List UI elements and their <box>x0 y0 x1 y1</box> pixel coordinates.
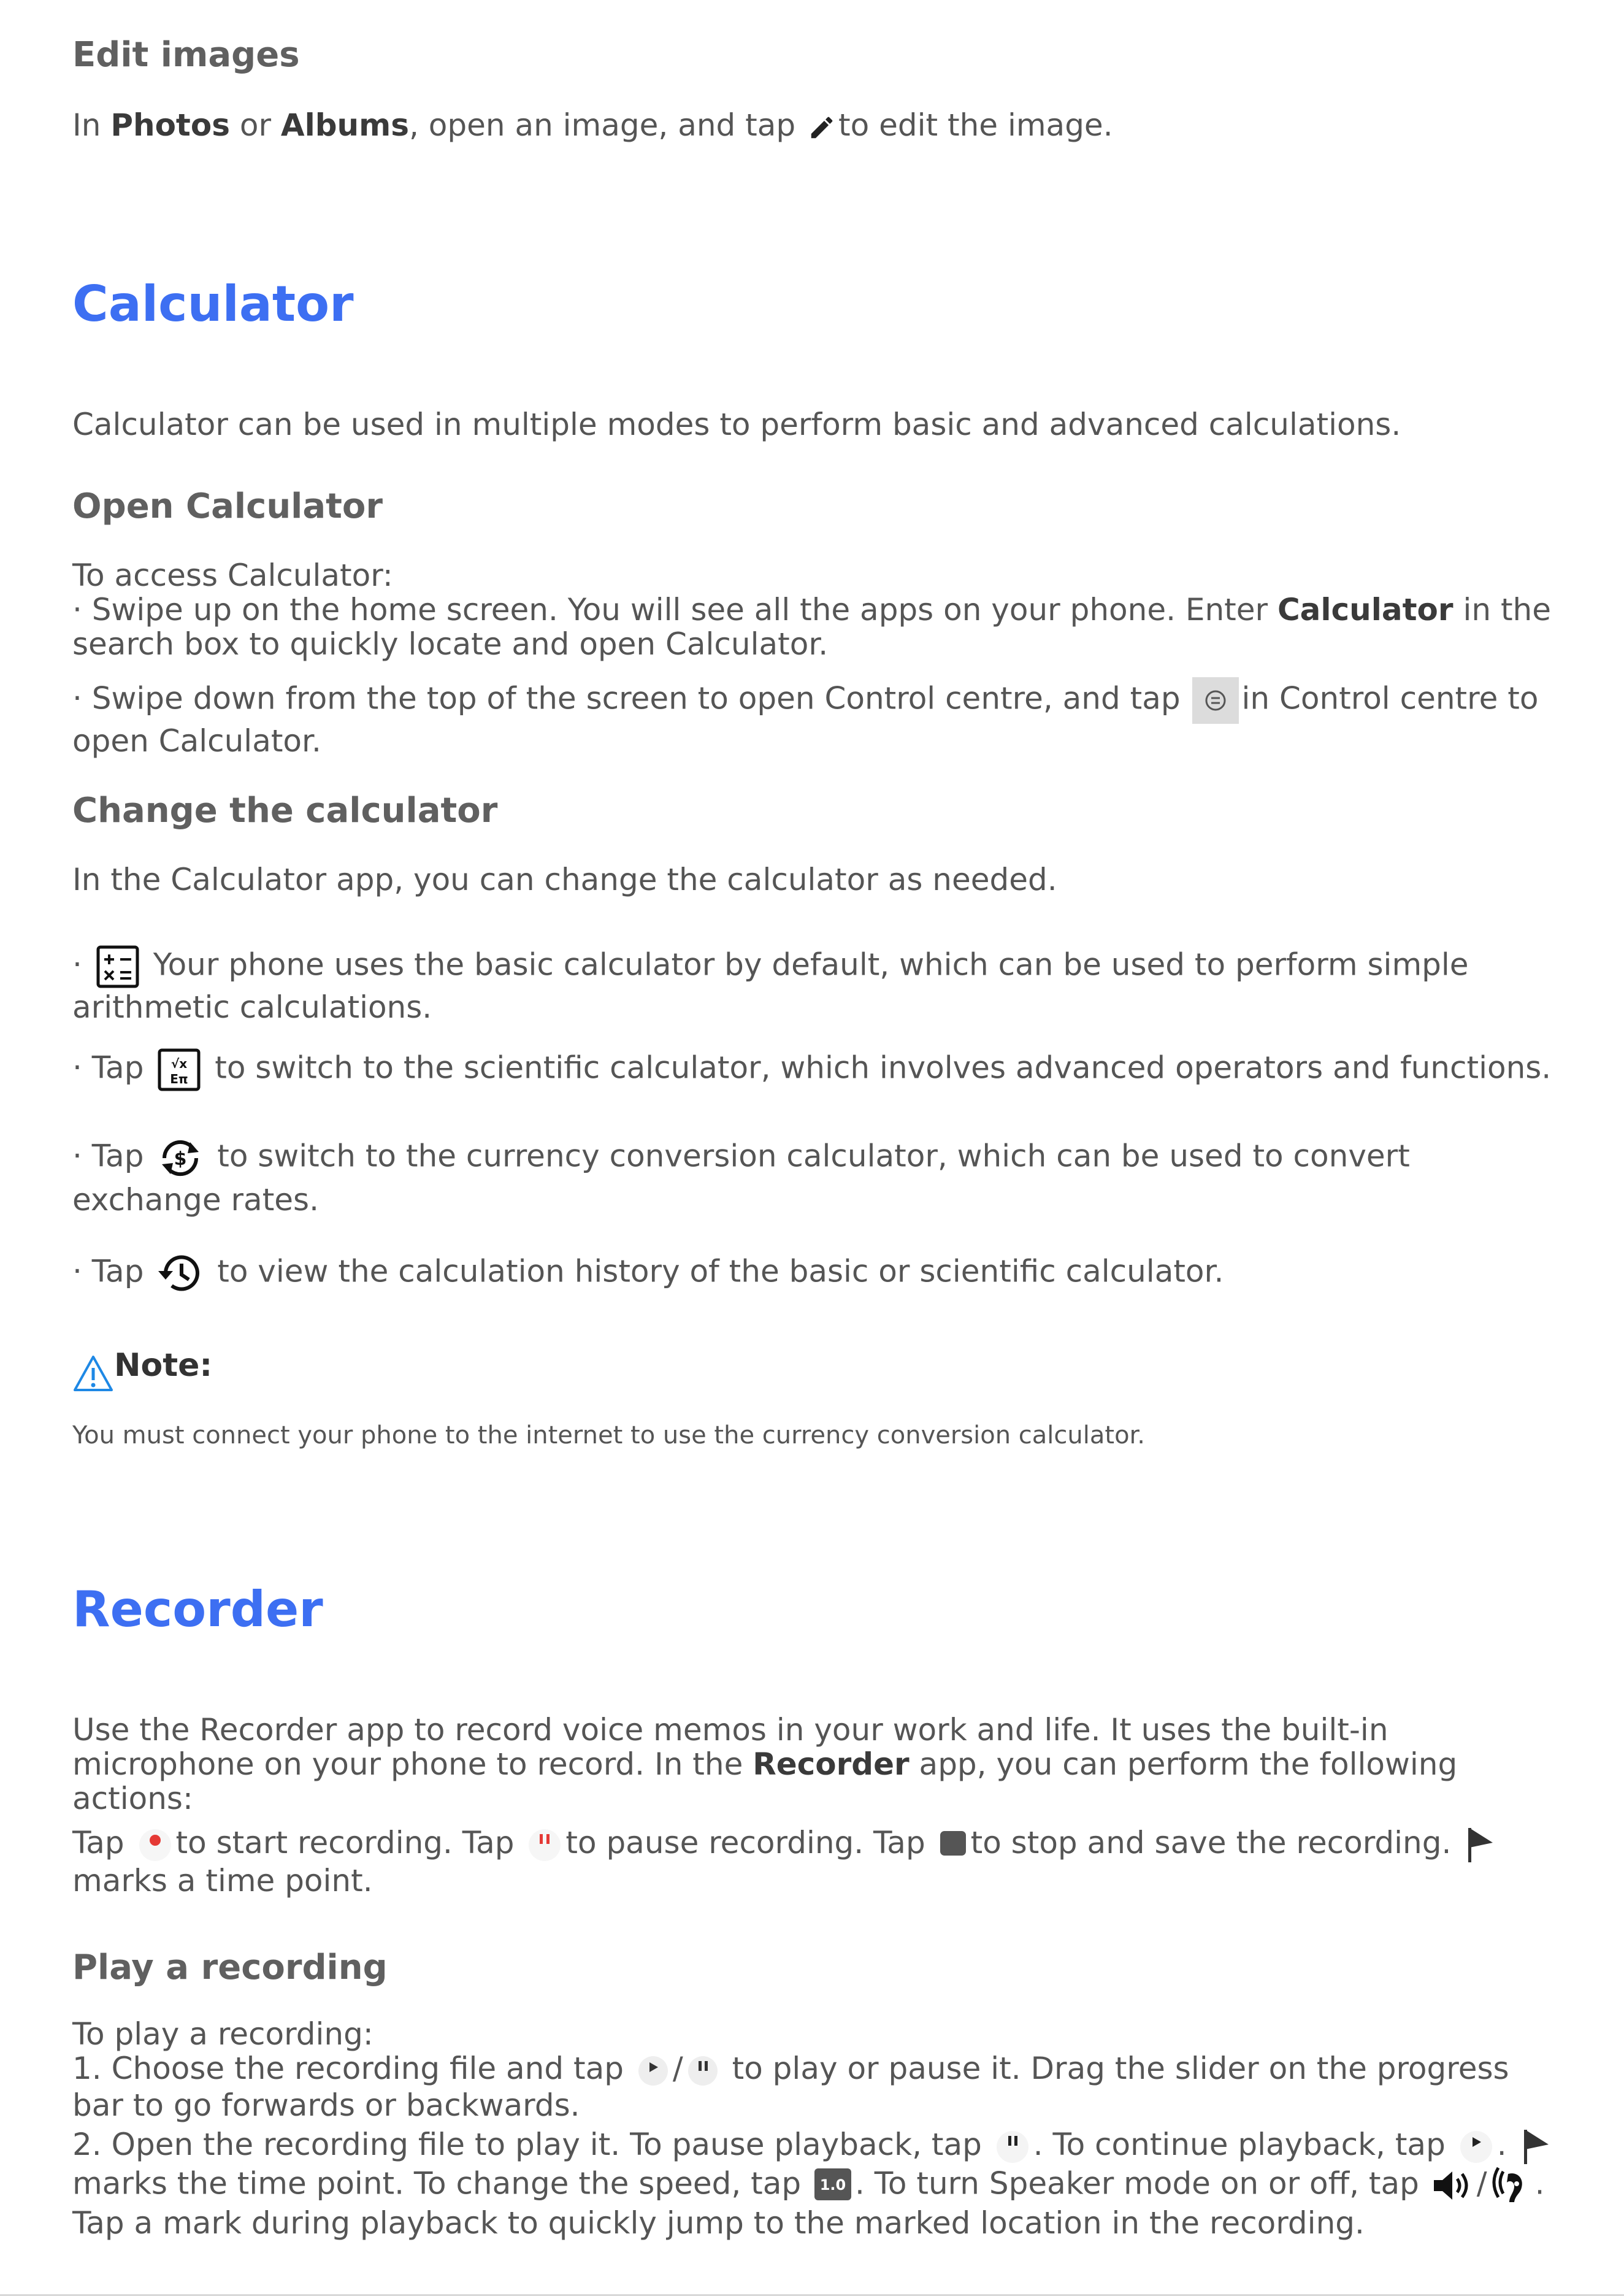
text: 1. Choose the recording file and tap <box>72 2051 634 2086</box>
play-recording-heading: Play a recording <box>72 1948 388 1987</box>
calculator-access: To access Calculator: <box>72 558 393 593</box>
play-icon <box>1458 2129 1495 2165</box>
calculator-bullet-1 <box>72 593 1557 661</box>
recorder-actions <box>72 1826 1557 1898</box>
calculator-term: Calculator <box>1277 592 1454 628</box>
text: · <box>72 946 92 983</box>
currency-conversion-icon <box>156 1134 205 1183</box>
photos-term: Photos <box>110 107 230 143</box>
text: · Swipe up on the home screen. You will see all the apps on your phone. Enter <box>72 592 1277 628</box>
text: in Control centre to open Calculator. <box>72 680 1539 759</box>
play-intro: To play a recording: <box>72 2016 373 2052</box>
scientific-calculator-icon <box>156 1046 202 1093</box>
text: to view the calculation history of the basic or scientific calculator. <box>207 1253 1224 1289</box>
calculator-mode-currency <box>72 1134 1557 1217</box>
text: . To continue playback, tap <box>1033 2127 1455 2162</box>
pause-icon <box>526 1827 563 1864</box>
open-calculator-heading: Open Calculator <box>72 486 383 526</box>
text: · Swipe down from the top of the screen to open Control centre, and tap <box>72 680 1190 716</box>
text: In <box>72 107 111 143</box>
text: in the search box to quickly locate and open Calculator. <box>72 592 1552 662</box>
text: app, you can perform the following actions: <box>72 1746 1458 1816</box>
change-calculator-intro: In the Calculator app, you can change the calculator as needed. <box>72 862 1057 897</box>
text: to start recording. Tap <box>175 1825 524 1860</box>
text: or <box>229 107 281 143</box>
note-title: Note: <box>114 1347 213 1384</box>
recorder-intro <box>72 1713 1557 1816</box>
change-calculator-heading: Change the calculator <box>72 791 498 831</box>
edit-images-heading: Edit images <box>72 35 300 75</box>
text: marks a time point. <box>72 1862 373 1899</box>
speed-label: 1.0 <box>819 2176 846 2194</box>
text: . Tap a mark during playback to quickly jump to the marked location in the recording. <box>72 2165 1545 2241</box>
svg-text:$: $ <box>174 1148 187 1170</box>
speaker-icon <box>1431 2167 1474 2205</box>
text: to stop and save the recording. <box>970 1825 1461 1860</box>
svg-text:Eπ: Eπ <box>170 1072 189 1086</box>
recorder-term: Recorder <box>753 1746 910 1782</box>
text: to edit the image. <box>838 107 1113 143</box>
pause-icon <box>994 2129 1031 2165</box>
mark-flag-icon <box>1519 2129 1553 2165</box>
text: , open an image, and tap <box>408 107 806 143</box>
edit-images-paragraph <box>72 108 1557 142</box>
text: marks the time point. To change the speed, tap <box>72 2165 811 2201</box>
calculator-mode-basic <box>72 943 1557 1024</box>
basic-calculator-icon <box>94 943 141 990</box>
warning-icon <box>72 1354 114 1392</box>
play-step-2 <box>72 2127 1557 2240</box>
text: to switch to the scientific calculator, which involves advanced operators and functions. <box>205 1050 1552 1086</box>
history-icon <box>156 1249 205 1298</box>
calculator-history <box>72 1249 1557 1298</box>
recorder-title: Recorder <box>72 1581 323 1638</box>
text: 2. Open the recording file to play it. To pause playback, tap <box>72 2127 992 2162</box>
mark-flag-icon <box>1463 1827 1498 1864</box>
text: . <box>1496 2127 1517 2162</box>
text: · Tap <box>72 1253 154 1289</box>
speed-badge-icon <box>813 2167 852 2204</box>
play-step-1 <box>72 2051 1557 2122</box>
text: Use the Recorder app to record voice memos in your work and life. It uses the built-in microphone on your phone to record. In the <box>72 1712 1388 1782</box>
stop-icon <box>938 1830 968 1860</box>
play-icon <box>636 2054 670 2088</box>
calculator-mode-scientific <box>72 1046 1557 1093</box>
text: · Tap <box>72 1050 154 1086</box>
note-text: You must connect your phone to the internet to use the currency conversion calculator. <box>72 1421 1146 1449</box>
text: to switch to the currency conversion calculator, which can be used to convert exchange rates. <box>72 1138 1410 1218</box>
earpiece-icon <box>1490 2165 1533 2206</box>
record-icon <box>137 1827 174 1864</box>
albums-term: Albums <box>280 107 409 143</box>
calculator-title: Calculator <box>72 275 354 332</box>
note-block <box>72 1347 1557 1392</box>
text: to pause recording. Tap <box>565 1825 935 1860</box>
text: / <box>1476 2165 1487 2201</box>
pause-icon <box>686 2054 720 2088</box>
text: . To turn Speaker mode on or off, tap <box>855 2165 1429 2201</box>
svg-text:√x: √x <box>171 1056 188 1071</box>
calculator-bullet-2 <box>72 677 1557 758</box>
pencil-icon <box>808 113 836 142</box>
calculator-intro: Calculator can be used in multiple modes to perform basic and advanced calculations. <box>72 407 1401 442</box>
text: to play or pause it. Drag the slider on the progress bar to go forwards or backwards. <box>72 2051 1509 2123</box>
control-centre-calculator-icon <box>1192 677 1239 724</box>
text: Your phone uses the basic calculator by default, which can be used to perform simple arithmetic calculations. <box>72 946 1469 1025</box>
text: · Tap <box>72 1138 154 1174</box>
text: / <box>672 2051 683 2086</box>
text: Tap <box>72 1825 134 1860</box>
